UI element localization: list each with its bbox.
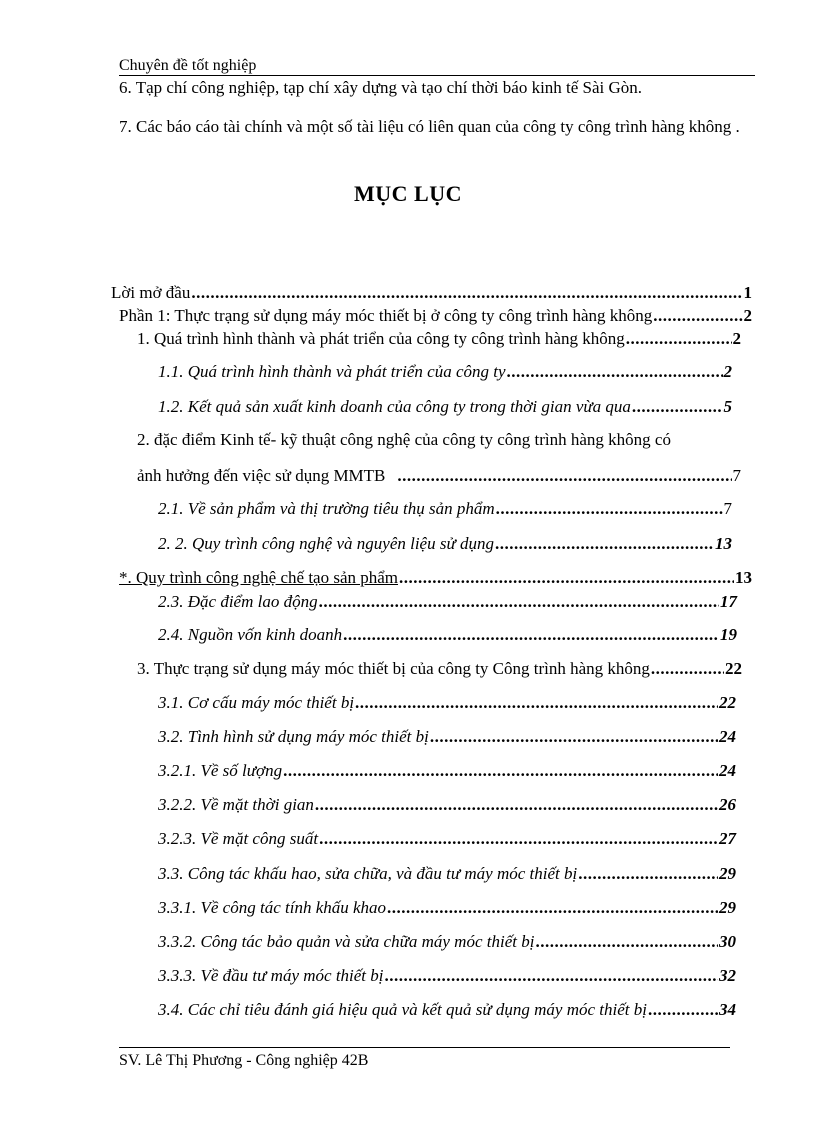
toc-leader-dots: [495, 534, 714, 554]
toc-entry-page: 29: [719, 864, 736, 883]
toc-leader-dots: [191, 283, 742, 303]
toc-entry-section-2-line2[interactable]: [137, 466, 741, 486]
page-header: Chuyên đề tốt nghiệp: [119, 57, 257, 74]
toc-entry-label: 3.4. Các chỉ tiêu đánh giá hiệu quả và kết quả sử dụng máy móc thiết bị: [158, 1000, 647, 1019]
toc-leader-dots: [632, 397, 723, 417]
toc-entry-section-2-1[interactable]: [158, 499, 732, 519]
toc-entry-label: 3.3.1. Về công tác tính khấu khao: [158, 898, 387, 917]
toc-entry-page: 26: [719, 795, 736, 814]
toc-entry-section-3-2-1[interactable]: [158, 761, 736, 781]
footer-rule: [119, 1047, 730, 1048]
toc-entry-section-3-2-2[interactable]: [158, 795, 736, 815]
toc-entry-label: 1.1. Quá trình hình thành và phát triển của công ty: [158, 362, 506, 381]
toc-entry-label: 2.4. Nguồn vốn kinh doanh: [158, 625, 343, 644]
toc-leader-dots: [319, 829, 718, 849]
toc-entry-page: 7: [732, 466, 741, 485]
toc-entry-section-3-3-2[interactable]: [158, 932, 736, 952]
toc-entry-intro[interactable]: [111, 283, 752, 303]
toc-entry-page: 2: [723, 362, 732, 381]
toc-leader-dots: [653, 306, 742, 326]
toc-entry-page: 1: [743, 283, 752, 302]
toc-entry-section-2-2[interactable]: [158, 534, 732, 554]
toc-entry-page: 19: [720, 625, 737, 644]
toc-entry-page: 5: [723, 397, 732, 416]
toc-entry-label: *. Quy trình công nghệ chế tạo sản phẩm: [119, 568, 399, 587]
toc-leader-dots: [319, 592, 719, 612]
toc-leader-dots: [399, 568, 734, 588]
toc-entry-label: 2.1. Về sản phẩm và thị trường tiêu thụ sản phẩm: [158, 499, 495, 518]
toc-leader-dots: [496, 499, 723, 519]
toc-entry-label: 1. Quá trình hình thành và phát triển của công ty công trình hàng không: [137, 329, 625, 348]
toc-entry-label: 3.1. Cơ cấu máy móc thiết bị: [158, 693, 355, 712]
toc-entry-label: 3. Thực trạng sử dụng máy móc thiết bị của công ty Công trình hàng không: [137, 659, 650, 678]
toc-leader-dots: [507, 362, 723, 382]
toc-leader-dots: [578, 864, 718, 884]
reference-item-6: 6. Tạp chí công nghiệp, tạp chí xây dựng và tạo chí thời báo kinh tế Sài Gòn.: [119, 78, 643, 97]
toc-entry-label: 2.3. Đặc điểm lao động: [158, 592, 318, 611]
toc-leader-dots: [651, 659, 724, 679]
toc-entry-section-2-3[interactable]: [158, 592, 737, 612]
toc-entry-process[interactable]: [119, 568, 752, 588]
toc-entry-section-3-3[interactable]: [158, 864, 736, 884]
toc-leader-dots: [355, 693, 718, 713]
toc-entry-section-3-3-1[interactable]: [158, 898, 736, 918]
toc-leader-dots: [315, 795, 718, 815]
toc-leader-dots: [343, 625, 719, 645]
toc-entry-label: 3.3.3. Về đầu tư máy móc thiết bị: [158, 966, 384, 985]
toc-entry-page: 2: [743, 306, 752, 325]
toc-leader-dots: [387, 898, 718, 918]
toc-entry-label: 2. đặc điểm Kinh tế- kỹ thuật công nghệ của công ty công trình hàng không có: [137, 430, 671, 449]
toc-leader-dots: [397, 466, 731, 486]
toc-entry-page: 30: [719, 932, 736, 951]
toc-entry-label: 3.2.2. Về mặt thời gian: [158, 795, 314, 814]
toc-entry-section-3-1[interactable]: [158, 693, 736, 713]
toc-entry-section-2-line1[interactable]: [137, 430, 737, 450]
toc-entry-part-1[interactable]: [119, 306, 752, 326]
toc-leader-dots: [430, 727, 718, 747]
toc-entry-section-3-2[interactable]: [158, 727, 736, 747]
toc-entry-page: 24: [719, 727, 736, 746]
toc-leader-dots: [535, 932, 718, 952]
toc-entry-label: ảnh hưởng đến việc sử dụng MMTB: [137, 466, 386, 485]
toc-entry-label: 2. 2. Quy trình công nghệ và nguyên liệu sử dụng: [158, 534, 494, 553]
toc-entry-section-3-4[interactable]: [158, 1000, 736, 1020]
toc-entry-page: 22: [719, 693, 736, 712]
toc-entry-page: 7: [723, 499, 732, 518]
toc-entry-section-1-1[interactable]: [158, 362, 732, 382]
toc-entry-label: Lời mở đầu: [111, 283, 191, 302]
toc-entry-label: 3.3. Công tác khấu hao, sửa chữa, và đầu tư máy móc thiết bị: [158, 864, 578, 883]
toc-entry-page: 34: [719, 1000, 736, 1019]
toc-entry-section-3[interactable]: [137, 659, 742, 679]
toc-entry-page: 24: [719, 761, 736, 780]
toc-entry-page: 22: [725, 659, 742, 678]
toc-entry-section-3-2-3[interactable]: [158, 829, 736, 849]
toc-entry-page: 32: [719, 966, 736, 985]
toc-entry-label: 3.2.3. Về mặt công suất: [158, 829, 319, 848]
toc-entry-label: 3.2. Tình hình sử dụng máy móc thiết bị: [158, 727, 429, 746]
toc-entry-page: 13: [735, 568, 752, 587]
toc-leader-dots: [385, 966, 718, 986]
toc-entry-page: 13: [715, 534, 732, 553]
toc-leader-dots: [648, 1000, 718, 1020]
toc-entry-section-1-2[interactable]: [158, 397, 732, 417]
toc-entry-section-2-4[interactable]: [158, 625, 737, 645]
toc-title: MỤC LỤC: [354, 181, 462, 206]
toc-entry-page: 29: [719, 898, 736, 917]
toc-entry-page: 17: [720, 592, 737, 611]
page-footer: SV. Lê Thị Phương - Công nghiệp 42B: [119, 1052, 369, 1069]
toc-leader-dots: [626, 329, 732, 349]
toc-leader-dots: [283, 761, 718, 781]
toc-entry-section-1[interactable]: [137, 329, 741, 349]
toc-entry-section-3-3-3[interactable]: [158, 966, 736, 986]
toc-entry-label: 3.2.1. Về số lượng: [158, 761, 283, 780]
toc-entry-label: Phần 1: Thực trạng sử dụng máy móc thiết bị ở công ty công trình hàng không: [119, 306, 653, 325]
toc-entry-page: 2: [732, 329, 741, 348]
toc-entry-label: 1.2. Kết quả sản xuất kinh doanh của công ty trong thời gian vừa qua: [158, 397, 631, 416]
toc-entry-label: 3.3.2. Công tác bảo quản và sửa chữa máy móc thiết bị: [158, 932, 535, 951]
toc-entry-page: 27: [719, 829, 736, 848]
reference-item-7: 7. Các báo cáo tài chính và một số tài liệu có liên quan của công ty công trình hàng không .: [119, 117, 740, 136]
